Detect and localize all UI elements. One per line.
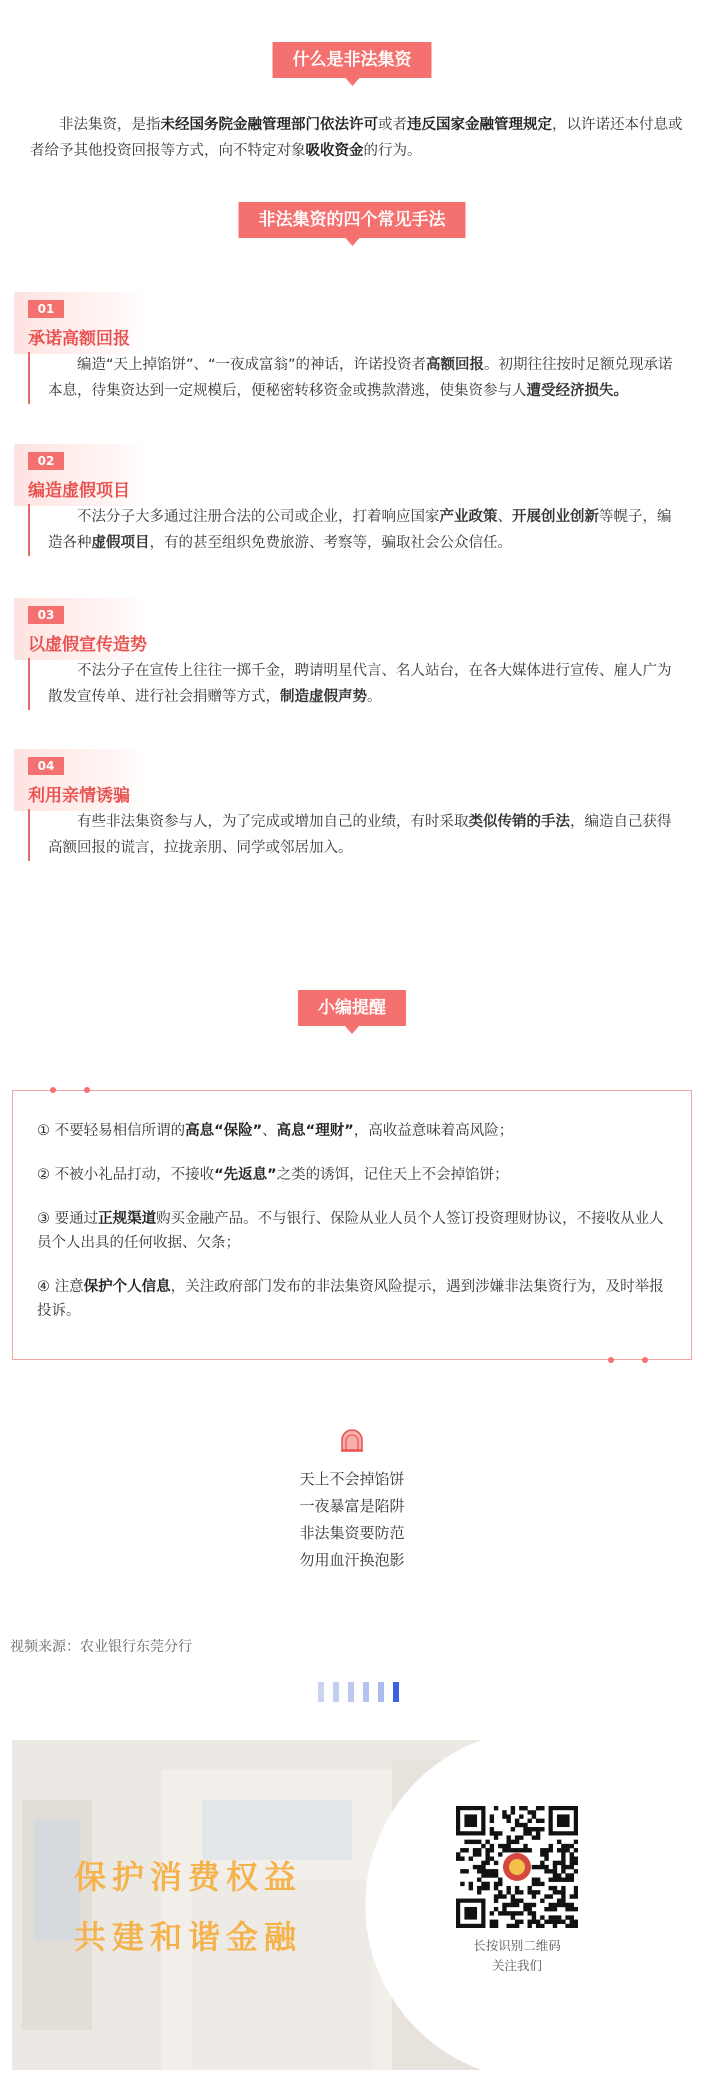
body-text: 。	[367, 689, 382, 705]
body-text: 有些非法集资参与人，为了完成或增加自己的业绩，有时采取	[77, 814, 469, 830]
method-number: 01	[28, 300, 64, 318]
emphasis-text: 开展创业创新	[512, 509, 599, 525]
emphasis-text: 类似传销的手法	[468, 814, 570, 830]
tip-item	[37, 1163, 667, 1187]
section-tag-reminder	[298, 990, 406, 1026]
bar	[378, 1682, 384, 1702]
method-header-03	[14, 598, 146, 660]
body-text: 。初期往往按时足额兑现承诺本息，待集资达到一定规模后，便秘密转移资金或携款潜逃，使集资参与人	[48, 357, 673, 399]
section-tag-what-is	[273, 42, 432, 78]
emphasis-text: 虚假项目	[91, 535, 150, 551]
bar	[333, 1682, 339, 1702]
method-number: 04	[28, 757, 64, 775]
bar	[318, 1682, 324, 1702]
emphasis-text: 正规渠道	[98, 1211, 157, 1227]
video-source: 视频来源：农业银行东莞分行	[10, 1639, 192, 1655]
body-text: 、	[262, 1123, 277, 1139]
qr-code[interactable]	[456, 1806, 578, 1928]
section-tag-label: 非法集资的四个常见手法	[258, 210, 446, 230]
emphasis-text: 制造虚假声势	[280, 689, 367, 705]
banner-background	[12, 1740, 692, 2070]
body-text: ，关注政府部门发布的非法集资风险提示，遇到涉嫌非法集资行为，及时举报投诉。	[37, 1279, 664, 1319]
decor-dot	[642, 1357, 648, 1363]
method-header-02	[14, 444, 146, 506]
divider-bars	[318, 1682, 403, 1702]
qr-caption-1: 长按识别二维码	[473, 1938, 561, 1953]
slogan-line: 非法集资要防范	[299, 1524, 405, 1542]
tips-list	[37, 1119, 667, 1323]
method-header-01	[14, 292, 146, 354]
method-body	[28, 658, 676, 710]
method-number: 02	[28, 452, 64, 470]
slogan-line: 一夜暴富是陷阱	[299, 1497, 405, 1515]
slogans	[0, 1466, 704, 1574]
body-text: 或者	[378, 117, 407, 133]
emphasis-text: 高息“保险”	[185, 1123, 263, 1139]
method-title: 以虚假宣传造势	[28, 635, 147, 655]
body-text: ② 不被小礼品打动，不接收	[37, 1167, 215, 1183]
body-text: 、	[497, 509, 512, 525]
body-text: 非法集资，是指	[59, 117, 161, 133]
method-number: 03	[28, 606, 64, 624]
body-text: 编造“天上掉馅饼”、“一夜成富翁”的神话，许诺投资者	[77, 357, 427, 373]
body-text: 购买金融产品。不与银行、保险从业人员个人签订投资理财协议，不接收从业人员个人出具的任何收据、欠条；	[37, 1211, 664, 1251]
tip-item	[37, 1275, 667, 1323]
body-text: ，高收益意味着高风险；	[353, 1123, 514, 1139]
slogan-line: 勿用血汗换泡影	[299, 1551, 405, 1569]
bar	[348, 1682, 354, 1702]
body-text: ① 不要轻易相信所谓的	[37, 1123, 186, 1139]
section-tag-label: 小编提醒	[318, 998, 386, 1018]
body-text: 之类的诱饵，记住天上不会掉馅饼；	[276, 1167, 509, 1183]
tip-item	[37, 1207, 667, 1255]
method-body	[28, 504, 676, 556]
body-text: 不法分子大多通过注册合法的公司或企业，打着响应国家	[77, 509, 440, 525]
emphasis-text: 高额回报	[426, 357, 485, 373]
footer-banner	[12, 1740, 692, 2070]
decor-dot	[50, 1087, 56, 1093]
bar	[363, 1682, 369, 1702]
body-text: 不法分子在宣传上往往一掷千金，聘请明星代言、名人站台，在各大媒体进行宣传、雇人广为散发宣传单、进行社会捐赠等方式，	[48, 663, 672, 705]
method-title: 承诺高额回报	[28, 329, 130, 349]
body-text: ④ 注意	[37, 1279, 84, 1295]
method-body	[28, 352, 676, 404]
emphasis-text: “先返息”	[214, 1167, 277, 1183]
qr-caption-2: 关注我们	[491, 1958, 542, 1973]
body-text: ，以许诺还本付息或者给予其他投资回报等方式，向不特定对象	[30, 117, 683, 159]
emphasis-text: 违反国家金融管理规定	[407, 117, 552, 133]
emphasis-text: 保护个人信息	[83, 1279, 171, 1295]
reminder-box	[12, 1090, 692, 1360]
emphasis-text: 吸收资金	[305, 143, 364, 159]
emphasis-text: 高息“理财”	[276, 1123, 354, 1139]
slogan-line: 天上不会掉馅饼	[299, 1470, 405, 1488]
method-title: 利用亲情诱骗	[28, 786, 130, 806]
banner-slogan-1: 保护消费权益	[74, 1859, 303, 1895]
body-text: ③ 要通过	[37, 1211, 99, 1227]
bell-icon	[339, 1428, 365, 1454]
decor-dot	[608, 1357, 614, 1363]
banner-slogan-2: 共建和谐金融	[74, 1919, 303, 1955]
emphasis-text: 遭受经济损失。	[526, 383, 628, 399]
emphasis-text: 未经国务院金融管理部门依法许可	[160, 117, 378, 133]
emphasis-text: 产业政策	[439, 509, 498, 525]
body-text: 等幌子，编造各种	[48, 509, 672, 551]
definition-paragraph	[30, 112, 684, 164]
body-text: ，有的甚至组织免费旅游、考察等，骗取社会公众信任。	[149, 535, 512, 551]
body-text: 的行为。	[363, 143, 422, 159]
method-title: 编造虚假项目	[28, 481, 130, 501]
bar	[393, 1682, 399, 1702]
decor-dot	[84, 1087, 90, 1093]
body-text: ，编造自己获得高额回报的谎言，拉拢亲朋、同学或邻居加入。	[48, 814, 672, 856]
section-tag-label: 什么是非法集资	[292, 50, 412, 70]
method-body	[28, 809, 676, 861]
section-tag-four-methods	[239, 202, 466, 238]
method-header-04	[14, 749, 146, 811]
tip-item	[37, 1119, 667, 1143]
